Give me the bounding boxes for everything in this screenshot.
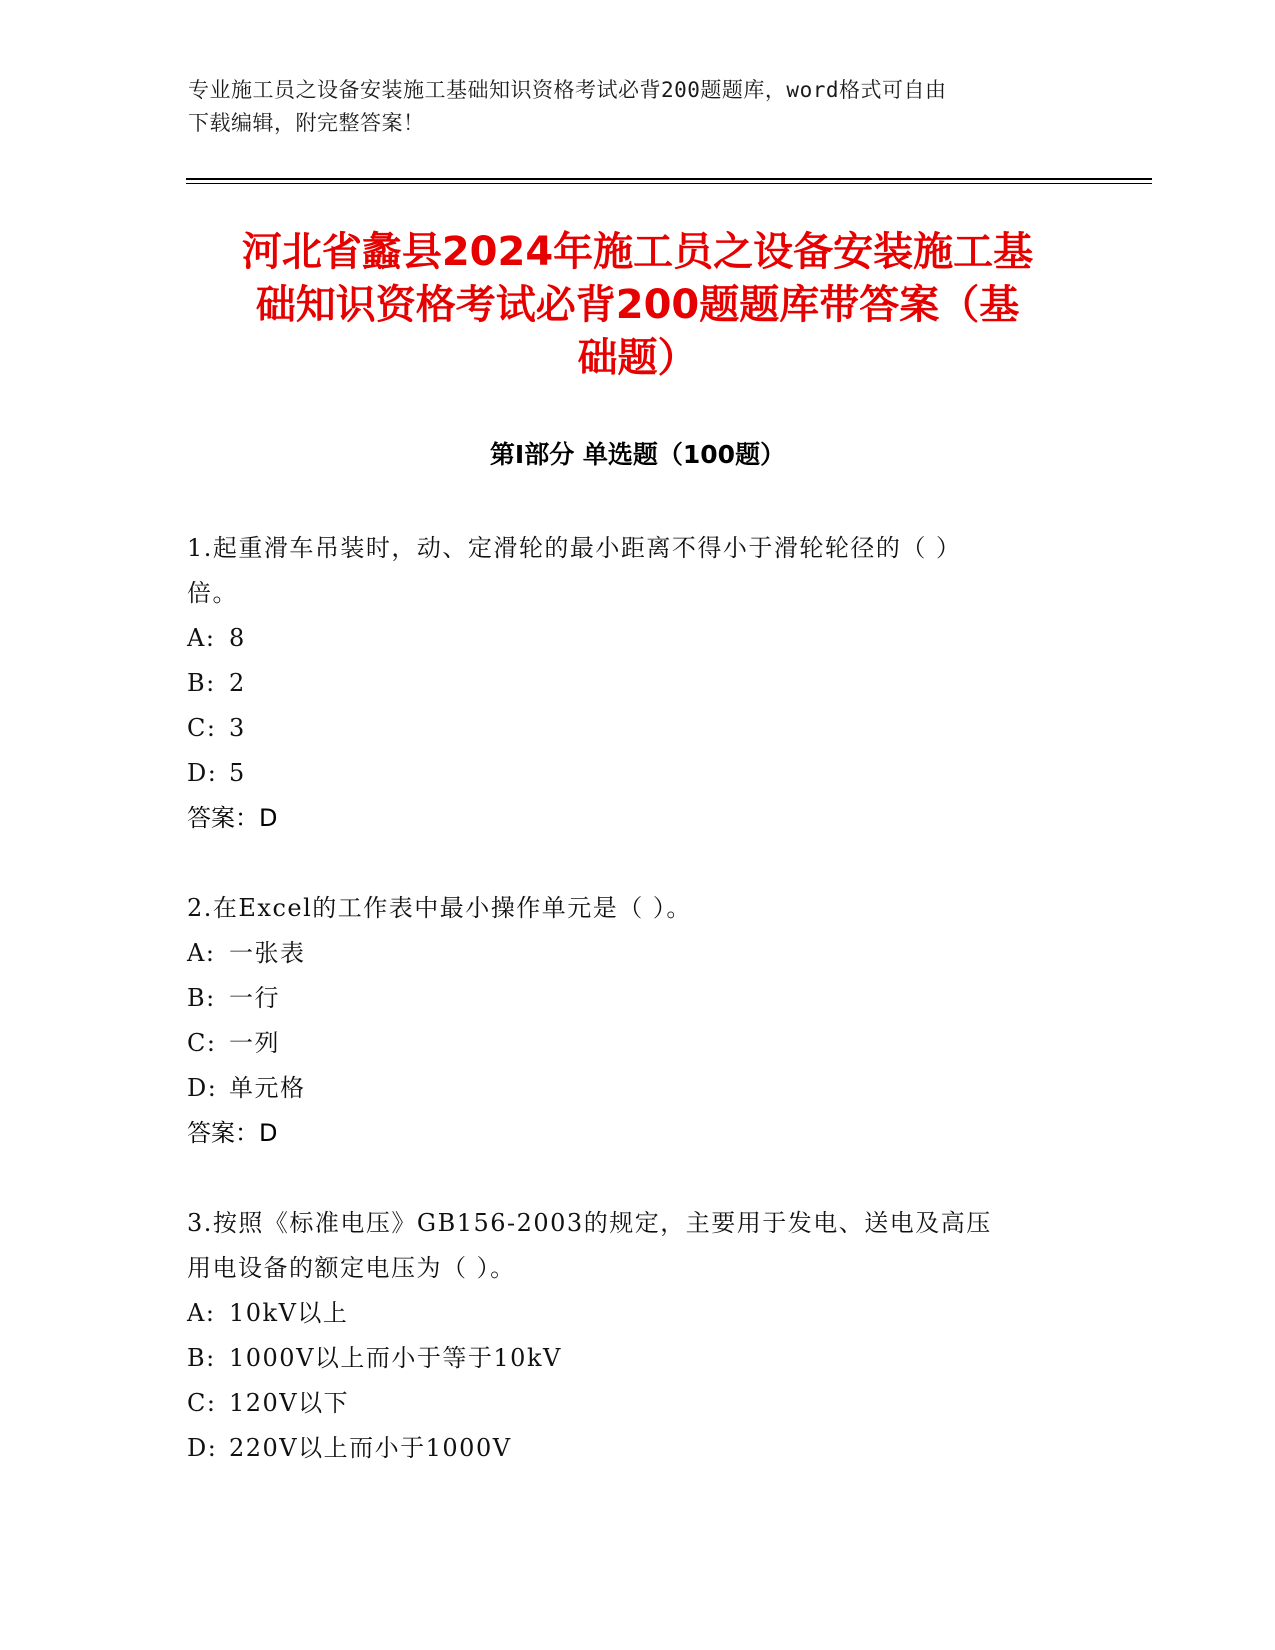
option-d — [187, 751, 1067, 796]
option-text: 220V以上而小于1000V — [229, 1434, 512, 1462]
header-divider-thick — [186, 178, 1152, 180]
option-letter: A: — [187, 939, 216, 967]
option-text: 2 — [229, 669, 246, 697]
option-d — [187, 1066, 1067, 1111]
option-text: 120V以下 — [229, 1389, 350, 1417]
option-text: 1000V以上而小于等于10kV — [229, 1344, 562, 1372]
option-letter: D: — [187, 759, 218, 787]
option-letter: D: — [187, 1434, 218, 1462]
document-title — [160, 226, 1115, 385]
option-letter: C: — [187, 714, 217, 742]
option-letter: B: — [187, 669, 216, 697]
title-line-3: 础题） — [577, 335, 698, 381]
option-text: 一行 — [229, 984, 280, 1012]
option-text: 5 — [229, 759, 246, 787]
header-note-line-2: 下载编辑，附完整答案！ — [188, 111, 425, 135]
option-letter: C: — [187, 1029, 217, 1057]
option-letter: B: — [187, 984, 216, 1012]
option-b — [187, 976, 1067, 1021]
option-letter: A: — [187, 624, 216, 652]
option-text: 8 — [229, 624, 246, 652]
header-divider-thin — [186, 183, 1152, 184]
question-3 — [187, 1201, 1067, 1471]
option-a — [187, 616, 1067, 661]
question-1 — [187, 526, 1067, 841]
option-a — [187, 931, 1067, 976]
header-note — [188, 74, 1068, 140]
option-text: 一列 — [229, 1029, 280, 1057]
question-list — [187, 526, 1067, 1516]
question-stem: 2.在Excel的工作表中最小操作单元是（ ）。 — [187, 894, 692, 922]
option-c — [187, 1381, 1067, 1426]
title-line-1: 河北省蠡县2024年施工员之设备安装施工基 — [241, 229, 1034, 275]
option-text: 单元格 — [229, 1074, 306, 1102]
option-b — [187, 661, 1067, 706]
option-letter: A: — [187, 1299, 216, 1327]
option-text: 10kV以上 — [229, 1299, 349, 1327]
answer-key: 答案：D — [187, 804, 278, 832]
question-stem-continued: 倍。 — [187, 579, 238, 607]
option-b — [187, 1336, 1067, 1381]
option-d — [187, 1426, 1067, 1471]
option-c — [187, 1021, 1067, 1066]
option-letter: B: — [187, 1344, 216, 1372]
option-letter: C: — [187, 1389, 217, 1417]
question-2 — [187, 886, 1067, 1156]
question-stem-continued: 用电设备的额定电压为（ ）。 — [187, 1254, 516, 1282]
option-a — [187, 1291, 1067, 1336]
title-line-2: 础知识资格考试必背200题题库带答案（基 — [255, 282, 1020, 328]
question-stem: 1.起重滑车吊装时，动、定滑轮的最小距离不得小于滑轮轮径的（ ） — [187, 534, 962, 562]
option-c — [187, 706, 1067, 751]
option-text: 3 — [229, 714, 246, 742]
option-text: 一张表 — [229, 939, 306, 967]
option-letter: D: — [187, 1074, 218, 1102]
header-note-line-1: 专业施工员之设备安装施工基础知识资格考试必背200题题库，word格式可自由 — [188, 78, 947, 102]
question-stem: 3.按照《标准电压》GB156-2003的规定，主要用于发电、送电及高压 — [187, 1209, 992, 1237]
answer-key: 答案：D — [187, 1119, 278, 1147]
section-heading: 第I部分 单选题（100题） — [489, 440, 786, 469]
